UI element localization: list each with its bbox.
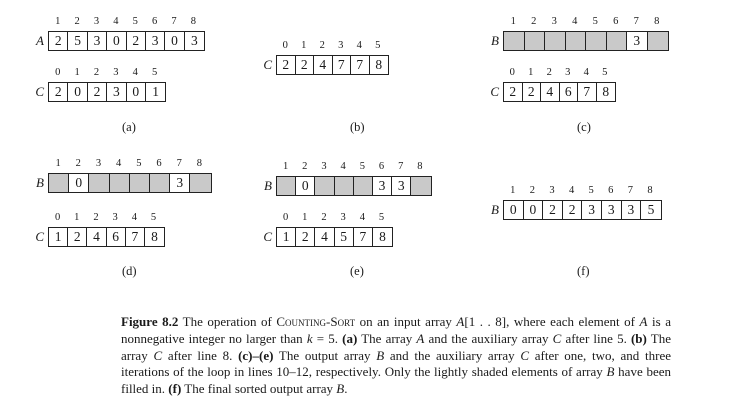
index-row	[48, 158, 210, 170]
array-cell: 3	[185, 32, 204, 50]
array-cell: 3	[582, 201, 602, 219]
index-label: 5	[359, 161, 365, 172]
index-label: 0	[55, 67, 61, 78]
array-name: C	[35, 84, 44, 99]
array-name: B	[491, 202, 499, 217]
array-cell: 6	[107, 228, 126, 246]
index-label: 8	[196, 158, 203, 169]
array-cell: 2	[49, 83, 68, 101]
array-cell: 5	[68, 32, 87, 50]
array-name: B	[491, 33, 499, 48]
index-label: 1	[302, 212, 308, 223]
index-label: 3	[340, 212, 346, 223]
array-cell: 0	[165, 32, 184, 50]
array-cell: 7	[126, 228, 145, 246]
index-label: 6	[156, 158, 162, 169]
array-name: C	[263, 57, 272, 72]
index-label: 3	[338, 40, 344, 51]
index-label: 1	[282, 161, 289, 172]
array-cell	[277, 177, 296, 195]
array-cell: 6	[560, 83, 579, 101]
index-row	[503, 16, 667, 28]
array-cell: 3	[107, 83, 126, 101]
array-cell: 2	[68, 228, 87, 246]
array-cell: 2	[523, 83, 542, 101]
array-cell: 0	[296, 177, 315, 195]
array-cell: 4	[541, 83, 560, 101]
index-label: 2	[93, 212, 99, 223]
array-cell: 8	[145, 228, 164, 246]
array-cell: 2	[543, 201, 563, 219]
array-cell: 7	[351, 56, 370, 74]
array-cell: 3	[146, 32, 165, 50]
array-cell: 7	[354, 228, 373, 246]
index-label: 3	[551, 16, 557, 27]
array-cell	[566, 32, 587, 50]
index-label: 2	[321, 212, 327, 223]
index-label: 6	[608, 185, 614, 196]
panel-label: (a)	[122, 120, 136, 134]
index-label: 8	[190, 16, 197, 27]
panel-label: (c)	[577, 120, 591, 134]
array-cell: 2	[296, 56, 315, 74]
array-cell: 0	[69, 174, 89, 192]
index-label: 1	[74, 212, 80, 223]
index-row	[276, 40, 387, 52]
array-cell: 0	[127, 83, 146, 101]
index-label: 0	[54, 212, 61, 223]
index-label: 6	[152, 16, 158, 27]
index-label: 1	[510, 16, 516, 27]
index-label: 2	[93, 67, 100, 78]
index-label: 4	[131, 212, 137, 223]
index-label: 5	[378, 212, 385, 223]
index-label: 4	[116, 158, 122, 169]
index-label: 4	[583, 67, 589, 78]
array-cell: 2	[277, 56, 296, 74]
array-cell	[89, 174, 109, 192]
array-cell	[411, 177, 430, 195]
index-label: 1	[301, 40, 307, 51]
index-label: 2	[74, 16, 80, 27]
array-cell: 2	[88, 83, 107, 101]
array-cell: 3	[622, 201, 642, 219]
panel-label: (b)	[350, 120, 365, 134]
array-cell: 4	[87, 228, 106, 246]
array-cell: 7	[333, 56, 352, 74]
array-cell: 0	[504, 201, 524, 219]
array-cell	[315, 177, 334, 195]
index-label: 2	[302, 161, 308, 172]
index-label: 0	[509, 67, 515, 78]
array-cell: 0	[524, 201, 544, 219]
index-label: 3	[113, 67, 119, 78]
index-label: 2	[546, 67, 552, 78]
array-cell: 7	[578, 83, 597, 101]
index-label: 4	[568, 185, 575, 196]
index-row	[48, 212, 163, 224]
index-label: 7	[171, 16, 177, 27]
index-label: 6	[613, 16, 619, 27]
index-row	[503, 67, 614, 79]
array-cell	[150, 174, 170, 192]
array-cell: 2	[563, 201, 583, 219]
array-name: A	[36, 33, 44, 48]
array-cell	[648, 32, 669, 50]
array-cell: 1	[277, 228, 296, 246]
array-cell	[110, 174, 130, 192]
index-label: 0	[282, 40, 288, 51]
index-label: 5	[132, 16, 138, 27]
index-label: 4	[113, 16, 119, 27]
array-cell: 5	[641, 201, 661, 219]
array-cell	[49, 174, 69, 192]
array-cell	[545, 32, 566, 50]
index-label: 8	[654, 16, 660, 27]
index-label: 5	[375, 40, 381, 51]
panel-label: (f)	[577, 264, 590, 278]
array-cell: 5	[335, 228, 354, 246]
array-cell	[190, 174, 210, 192]
index-label: 0	[282, 212, 289, 223]
array-cell: 2	[49, 32, 68, 50]
array-cell	[586, 32, 607, 50]
array-cell	[525, 32, 546, 50]
array-cell: 8	[370, 56, 389, 74]
index-label: 3	[321, 161, 327, 172]
index-label: 4	[359, 212, 365, 223]
array-cell: 2	[504, 83, 523, 101]
figure-label: Figure 8.2	[121, 314, 179, 329]
index-label: 1	[528, 67, 534, 78]
array-name: C	[35, 229, 44, 244]
array-cell: 3	[602, 201, 622, 219]
array-cell: 3	[88, 32, 107, 50]
array-cell: 3	[170, 174, 190, 192]
index-label: 5	[136, 158, 142, 169]
index-label: 6	[378, 161, 385, 172]
index-label: 5	[152, 67, 158, 78]
array-cell	[504, 32, 525, 50]
index-label: 3	[112, 212, 118, 223]
index-row	[48, 16, 203, 28]
array-cell: 8	[373, 228, 392, 246]
index-label: 8	[417, 161, 423, 172]
index-label: 4	[340, 161, 346, 172]
index-label: 2	[75, 158, 81, 169]
index-label: 4	[572, 16, 578, 27]
index-label: 5	[588, 185, 594, 196]
array-cell: 0	[107, 32, 126, 50]
index-label: 5	[592, 16, 598, 27]
array-cell: 0	[68, 83, 87, 101]
index-label: 2	[319, 40, 325, 51]
array-cell: 2	[127, 32, 146, 50]
array-cell	[335, 177, 354, 195]
array-cell: 1	[146, 83, 165, 101]
array-cell	[607, 32, 628, 50]
index-label: 7	[398, 161, 404, 172]
index-label: 7	[633, 16, 639, 27]
index-row	[276, 212, 391, 224]
array-name: B	[264, 178, 272, 193]
index-label: 1	[510, 185, 516, 196]
array-cell: 4	[315, 228, 334, 246]
array-cell: 1	[49, 228, 68, 246]
array-cell: 8	[597, 83, 616, 101]
index-label: 1	[55, 158, 61, 169]
index-label: 3	[565, 67, 571, 78]
array-cell	[354, 177, 373, 195]
array-cell: 3	[392, 177, 411, 195]
index-row	[503, 185, 660, 197]
index-row	[276, 161, 430, 173]
index-label: 1	[74, 67, 80, 78]
array-name: B	[36, 175, 44, 190]
index-label: 5	[150, 212, 157, 223]
index-label: 7	[176, 158, 182, 169]
array-name: C	[490, 84, 499, 99]
index-label: 7	[627, 185, 633, 196]
index-label: 3	[549, 185, 555, 196]
figure-caption: Figure 8.2 The operation of Counting-Sort on an input array A[1 . . 8], where each element of A is a nonnegative integer no larger than k = 5. (a) The array A and the auxiliary array C after line 5. (b) The array C after line 8. (c)–(e) The output array B and the auxiliary array C after one, two, and three iterations of the loop in lines 10–12, respectively. Only the lightly shaded elements of array B have been filled in. (f) The final sorted output array B.	[121, 314, 671, 397]
index-row	[48, 67, 164, 79]
index-label: 2	[531, 16, 537, 27]
index-label: 2	[529, 185, 536, 196]
algorithm-name: Counting-Sort	[276, 314, 356, 329]
panel-label: (d)	[122, 264, 137, 278]
index-label: 4	[132, 67, 138, 78]
array-name: C	[263, 229, 272, 244]
array-cell: 3	[373, 177, 392, 195]
index-label: 3	[93, 16, 100, 27]
array-cell: 2	[296, 228, 315, 246]
panel-label: (e)	[350, 264, 364, 278]
index-label: 8	[647, 185, 653, 196]
index-label: 4	[356, 40, 362, 51]
array-cell	[130, 174, 150, 192]
array-cell: 3	[627, 32, 648, 50]
array-cell: 4	[314, 56, 333, 74]
index-label: 3	[95, 158, 102, 169]
index-label: 1	[55, 16, 61, 27]
index-label: 5	[602, 67, 608, 78]
